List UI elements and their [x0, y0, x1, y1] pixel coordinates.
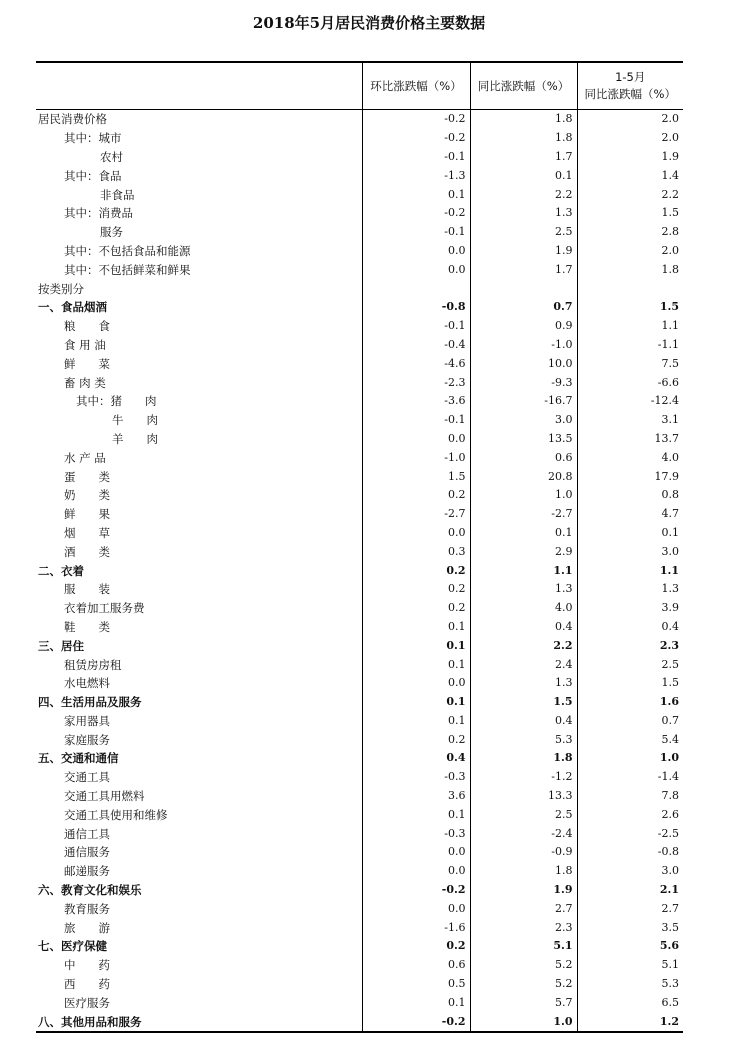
yoy-value: 13.3	[470, 787, 577, 806]
yoy-value: 0.4	[470, 712, 577, 731]
row-label: 邮递服务	[64, 864, 110, 879]
ytd-value: 2.5	[577, 655, 683, 674]
mom-value: -2.3	[362, 373, 470, 392]
yoy-value: -0.9	[470, 843, 577, 862]
ytd-value: 13.7	[577, 430, 683, 449]
ytd-value: 2.0	[577, 110, 683, 129]
yoy-value: 5.1	[470, 937, 577, 956]
yoy-value: 2.5	[470, 223, 577, 242]
table-header-row	[36, 62, 683, 110]
mom-value: -0.4	[362, 336, 470, 355]
table-row	[36, 542, 683, 561]
yoy-value: -2.7	[470, 505, 577, 524]
ytd-value: -0.8	[577, 843, 683, 862]
mom-value: 0.1	[362, 693, 470, 712]
yoy-value: 1.7	[470, 260, 577, 279]
row-label: 六、教育文化和娱乐	[38, 883, 142, 898]
table-row	[36, 636, 683, 655]
table-row	[36, 524, 683, 543]
yoy-value: -2.4	[470, 824, 577, 843]
mom-value: 0.1	[362, 805, 470, 824]
mom-value: -2.7	[362, 505, 470, 524]
row-label: 交通工具使用和维修	[64, 807, 168, 822]
row-label: 烟 草	[64, 525, 110, 540]
table-row	[36, 467, 683, 486]
ytd-value: 5.3	[577, 975, 683, 994]
row-label: 一、食品烟酒	[38, 300, 107, 315]
row-label: 四、生活用品及服务	[38, 695, 142, 710]
ytd-value: 1.5	[577, 298, 683, 317]
row-label: 交通工具用燃料	[64, 789, 145, 804]
table-row	[36, 824, 683, 843]
ytd-value: 1.8	[577, 260, 683, 279]
yoy-value: 1.0	[470, 1012, 577, 1032]
table-row	[36, 505, 683, 524]
row-label: 畜 肉 类	[64, 375, 106, 390]
yoy-value: 0.4	[470, 618, 577, 637]
mom-value: 0.1	[362, 636, 470, 655]
mom-value: -0.2	[362, 129, 470, 148]
mom-value: 0.4	[362, 749, 470, 768]
ytd-value: 5.1	[577, 956, 683, 975]
table-row	[36, 279, 683, 298]
ytd-value: 3.5	[577, 918, 683, 937]
mom-value: -1.0	[362, 448, 470, 467]
ytd-value: 2.7	[577, 899, 683, 918]
table-row	[36, 336, 683, 355]
mom-value: 0.2	[362, 599, 470, 618]
row-label: 其中：猪 肉	[76, 394, 157, 409]
mom-value: -0.1	[362, 223, 470, 242]
ytd-value: 6.5	[577, 993, 683, 1012]
table-row	[36, 674, 683, 693]
mom-value: 0.0	[362, 430, 470, 449]
table-row	[36, 862, 683, 881]
row-label: 非食品	[100, 187, 135, 202]
table-row	[36, 580, 683, 599]
row-label: 食 用 油	[64, 337, 106, 352]
ytd-value: 2.1	[577, 881, 683, 900]
row-label: 其中：城市	[64, 131, 122, 146]
mom-value: 0.1	[362, 618, 470, 637]
table-row	[36, 204, 683, 223]
mom-value: 0.0	[362, 862, 470, 881]
mom-value: 0.2	[362, 580, 470, 599]
ytd-value: 4.7	[577, 505, 683, 524]
yoy-value: 2.4	[470, 655, 577, 674]
table-body	[36, 110, 683, 1033]
mom-value: 0.1	[362, 993, 470, 1012]
ytd-value: -2.5	[577, 824, 683, 843]
mom-value: -3.6	[362, 392, 470, 411]
table-row	[36, 655, 683, 674]
row-label: 酒 类	[64, 544, 110, 559]
table-row	[36, 993, 683, 1012]
mom-value: 0.5	[362, 975, 470, 994]
row-label: 七、医疗保健	[38, 939, 107, 954]
yoy-value: 5.3	[470, 730, 577, 749]
table-row	[36, 486, 683, 505]
table-row	[36, 242, 683, 261]
row-label: 粮 食	[64, 319, 110, 334]
table-row	[36, 975, 683, 994]
table-row	[36, 787, 683, 806]
mom-value: -0.2	[362, 204, 470, 223]
mom-value: 0.6	[362, 956, 470, 975]
row-label: 西 药	[64, 977, 110, 992]
page-title: 2018年5月居民消费价格主要数据	[252, 14, 486, 32]
ytd-value: 17.9	[577, 467, 683, 486]
ytd-value: 7.5	[577, 354, 683, 373]
ytd-value: -1.1	[577, 336, 683, 355]
mom-value	[362, 279, 470, 298]
row-label: 交通工具	[64, 770, 110, 785]
row-label: 租赁房房租	[64, 657, 122, 672]
yoy-value: 20.8	[470, 467, 577, 486]
ytd-value: 1.6	[577, 693, 683, 712]
mom-value: -0.3	[362, 768, 470, 787]
yoy-value: 4.0	[470, 599, 577, 618]
table-row	[36, 260, 683, 279]
table-row	[36, 1012, 683, 1032]
yoy-value: 3.0	[470, 411, 577, 430]
table-row	[36, 448, 683, 467]
yoy-value: 0.9	[470, 317, 577, 336]
mom-value: -0.3	[362, 824, 470, 843]
yoy-value: 1.8	[470, 749, 577, 768]
yoy-value: 1.8	[470, 129, 577, 148]
row-label: 服 装	[64, 582, 110, 597]
yoy-value: 0.1	[470, 524, 577, 543]
table-row	[36, 693, 683, 712]
header-ytd-period: 1-5月	[615, 70, 646, 84]
row-label: 农村	[100, 149, 123, 164]
ytd-value: 0.7	[577, 712, 683, 731]
yoy-value: 1.5	[470, 693, 577, 712]
mom-value: -0.2	[362, 1012, 470, 1032]
mom-value: 0.0	[362, 674, 470, 693]
mom-value: -0.1	[362, 411, 470, 430]
ytd-value: 5.4	[577, 730, 683, 749]
mom-value: -0.1	[362, 317, 470, 336]
yoy-value: 2.9	[470, 542, 577, 561]
mom-value: -4.6	[362, 354, 470, 373]
ytd-value: 7.8	[577, 787, 683, 806]
table-row	[36, 749, 683, 768]
table-row	[36, 712, 683, 731]
mom-value: -0.2	[362, 110, 470, 129]
row-label: 蛋 类	[64, 469, 110, 484]
mom-value: -0.2	[362, 881, 470, 900]
ytd-value	[577, 279, 683, 298]
row-label: 鲜 菜	[64, 356, 110, 371]
yoy-value: 1.3	[470, 204, 577, 223]
mom-value: 0.1	[362, 655, 470, 674]
header-mom: 环比涨跌幅（%）	[362, 62, 470, 110]
ytd-value: 3.0	[577, 542, 683, 561]
row-label: 按类别分	[38, 281, 84, 296]
ytd-value: 1.4	[577, 166, 683, 185]
table-row	[36, 730, 683, 749]
yoy-value: -9.3	[470, 373, 577, 392]
yoy-value: 2.5	[470, 805, 577, 824]
mom-value: 1.5	[362, 467, 470, 486]
header-ytd-label: 同比涨跌幅（%）	[584, 87, 676, 101]
row-label: 衣着加工服务费	[64, 601, 145, 616]
ytd-value: 2.0	[577, 129, 683, 148]
ytd-value: 2.2	[577, 185, 683, 204]
yoy-value: 1.7	[470, 148, 577, 167]
row-label: 中 药	[64, 958, 110, 973]
ytd-value: 2.6	[577, 805, 683, 824]
table-row	[36, 956, 683, 975]
table-row	[36, 223, 683, 242]
mom-value: 3.6	[362, 787, 470, 806]
table-row	[36, 148, 683, 167]
table-row	[36, 110, 683, 129]
yoy-value: 5.2	[470, 956, 577, 975]
row-label: 教育服务	[64, 901, 110, 916]
ytd-value: 0.8	[577, 486, 683, 505]
mom-value: 0.0	[362, 242, 470, 261]
row-label: 其中：不包括食品和能源	[64, 243, 191, 258]
yoy-value: 1.3	[470, 580, 577, 599]
yoy-value: 1.9	[470, 242, 577, 261]
header-ytd	[577, 62, 683, 110]
row-label: 八、其他用品和服务	[38, 1014, 142, 1029]
yoy-value: 1.8	[470, 110, 577, 129]
table-row	[36, 317, 683, 336]
mom-value: 0.0	[362, 899, 470, 918]
yoy-value: 0.1	[470, 166, 577, 185]
ytd-value: 1.5	[577, 204, 683, 223]
table-row	[36, 937, 683, 956]
ytd-value: 1.1	[577, 561, 683, 580]
mom-value: -1.6	[362, 918, 470, 937]
yoy-value: 2.7	[470, 899, 577, 918]
ytd-value: 2.0	[577, 242, 683, 261]
row-label: 奶 类	[64, 488, 110, 503]
row-label: 牛 肉	[112, 413, 158, 428]
yoy-value: 1.3	[470, 674, 577, 693]
yoy-value: 5.7	[470, 993, 577, 1012]
row-label: 其中：不包括鲜菜和鲜果	[64, 262, 191, 277]
yoy-value: 10.0	[470, 354, 577, 373]
row-label: 二、衣着	[38, 563, 84, 578]
yoy-value: 1.8	[470, 862, 577, 881]
yoy-value: -1.0	[470, 336, 577, 355]
row-label: 水 产 品	[64, 450, 106, 465]
mom-value: -0.8	[362, 298, 470, 317]
ytd-value: -12.4	[577, 392, 683, 411]
ytd-value: 0.1	[577, 524, 683, 543]
ytd-value: 1.2	[577, 1012, 683, 1032]
row-label: 鞋 类	[64, 619, 110, 634]
row-label: 通信服务	[64, 845, 110, 860]
row-label: 居民消费价格	[38, 112, 107, 127]
row-label: 五、交通和通信	[38, 751, 119, 766]
ytd-value: 1.9	[577, 148, 683, 167]
table-row	[36, 354, 683, 373]
yoy-value: 1.9	[470, 881, 577, 900]
yoy-value: 2.2	[470, 185, 577, 204]
mom-value: 0.2	[362, 937, 470, 956]
table-row	[36, 129, 683, 148]
ytd-value: -6.6	[577, 373, 683, 392]
ytd-value: 3.0	[577, 862, 683, 881]
yoy-value: 2.3	[470, 918, 577, 937]
table-row	[36, 166, 683, 185]
table-row	[36, 411, 683, 430]
header-item	[36, 62, 362, 110]
table-row	[36, 768, 683, 787]
yoy-value: 1.0	[470, 486, 577, 505]
row-label: 旅 游	[64, 920, 110, 935]
table-row	[36, 298, 683, 317]
row-label: 家庭服务	[64, 732, 110, 747]
ytd-value: 0.4	[577, 618, 683, 637]
ytd-value: 5.6	[577, 937, 683, 956]
mom-value: -1.3	[362, 166, 470, 185]
yoy-value: 0.6	[470, 448, 577, 467]
table-row	[36, 430, 683, 449]
ytd-value: -1.4	[577, 768, 683, 787]
mom-value: 0.0	[362, 843, 470, 862]
table-row	[36, 185, 683, 204]
mom-value: 0.0	[362, 260, 470, 279]
mom-value: 0.2	[362, 730, 470, 749]
row-label: 三、居住	[38, 638, 84, 653]
table-row	[36, 805, 683, 824]
mom-value: 0.1	[362, 185, 470, 204]
ytd-value: 2.8	[577, 223, 683, 242]
mom-value: 0.1	[362, 712, 470, 731]
table-row	[36, 561, 683, 580]
header-yoy: 同比涨跌幅（%）	[470, 62, 577, 110]
mom-value: 0.0	[362, 524, 470, 543]
table-row	[36, 899, 683, 918]
yoy-value: 1.1	[470, 561, 577, 580]
table-row	[36, 843, 683, 862]
mom-value: 0.3	[362, 542, 470, 561]
table-row	[36, 881, 683, 900]
yoy-value: -1.2	[470, 768, 577, 787]
row-label: 鲜 果	[64, 507, 110, 522]
row-label: 服务	[100, 225, 123, 240]
yoy-value: -16.7	[470, 392, 577, 411]
ytd-value: 3.9	[577, 599, 683, 618]
row-label: 家用器具	[64, 713, 110, 728]
ytd-value: 1.1	[577, 317, 683, 336]
ytd-value: 1.5	[577, 674, 683, 693]
mom-value: -0.1	[362, 148, 470, 167]
cpi-data-table	[36, 61, 683, 1033]
yoy-value: 2.2	[470, 636, 577, 655]
ytd-value: 1.3	[577, 580, 683, 599]
yoy-value: 0.7	[470, 298, 577, 317]
yoy-value	[470, 279, 577, 298]
table-row	[36, 918, 683, 937]
row-label: 其中：消费品	[64, 206, 133, 221]
yoy-value: 5.2	[470, 975, 577, 994]
row-label: 羊 肉	[112, 431, 158, 446]
mom-value: 0.2	[362, 486, 470, 505]
ytd-value: 1.0	[577, 749, 683, 768]
ytd-value: 4.0	[577, 448, 683, 467]
ytd-value: 3.1	[577, 411, 683, 430]
mom-value: 0.2	[362, 561, 470, 580]
table-row	[36, 373, 683, 392]
table-row	[36, 618, 683, 637]
row-label: 通信工具	[64, 826, 110, 841]
yoy-value: 13.5	[470, 430, 577, 449]
table-row	[36, 392, 683, 411]
row-label: 其中：食品	[64, 168, 122, 183]
table-row	[36, 599, 683, 618]
row-label: 水电燃料	[64, 676, 110, 691]
ytd-value: 2.3	[577, 636, 683, 655]
row-label: 医疗服务	[64, 995, 110, 1010]
